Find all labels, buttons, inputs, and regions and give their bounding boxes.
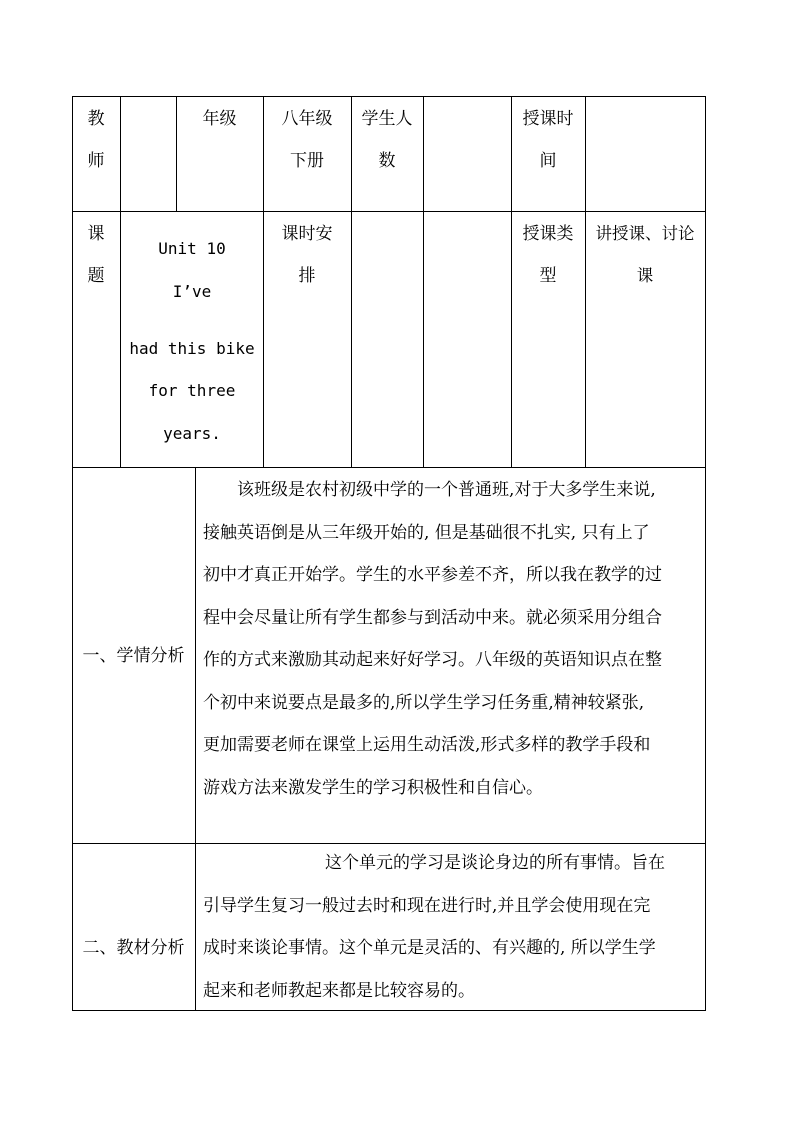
time-label-line: 间 [539, 151, 557, 171]
section-label-divider [195, 467, 196, 1010]
students-label-line: 数 [378, 151, 396, 171]
type-label-line: 型 [539, 266, 557, 286]
material-analysis-text [203, 842, 703, 1012]
paragraph-line: 引导学生复习一般过去时和现在进行时,并且学会使用现在完 [203, 895, 651, 916]
topic-label [72, 211, 120, 297]
learner-analysis-text [203, 469, 703, 809]
topic-value-line: I’ve [172, 282, 212, 301]
students-label-line: 学生人 [361, 109, 413, 129]
section-label-learner-analysis: 一、学情分析 [82, 646, 185, 666]
topic-value [121, 211, 263, 467]
time-value[interactable] [586, 96, 705, 211]
schedule-label [263, 211, 351, 297]
teacher-label-line: 师 [87, 151, 105, 171]
paragraph-line: 初中才真正开始学。学生的水平参差不齐，所以我在教学的过 [203, 565, 662, 585]
type-value [585, 211, 705, 297]
grade-label-line: 年级 [202, 109, 237, 129]
type-value-line: 讲授课、讨论 [595, 224, 695, 243]
row-divider-2 [72, 467, 706, 468]
paragraph-line: 程中会尽量让所有学生都参与到活动中来。就必须采用分组合 [203, 607, 662, 628]
paragraph-line: 游戏方法来激发学生的学习积极性和自信心。 [203, 777, 543, 798]
type-value-line: 课 [636, 266, 654, 285]
teacher-value[interactable] [121, 96, 176, 211]
grade-value-line: 下册 [290, 151, 324, 171]
paragraph-line: 该班级是农村初级中学的一个普通班,对于大多学生来说, [237, 480, 656, 500]
schedule-label-line: 排 [298, 266, 316, 286]
topic-value-line: Unit 10 [158, 239, 226, 258]
section-label-material-analysis: 二、教材分析 [82, 938, 185, 958]
grade-value [263, 96, 351, 182]
teacher-label [72, 96, 120, 182]
type-label-line: 授课类 [522, 224, 574, 244]
paragraph-line: 成时来谈论事情。这个单元是灵活的、有兴趣的, 所以学生学 [203, 938, 656, 958]
paragraph-line: 作的方式来激励其动起来好好学习。八年级的英语知识点在整 [203, 650, 662, 670]
teacher-label-line: 教 [87, 109, 105, 129]
type-label [511, 211, 585, 297]
topic-value-line: had this bike [129, 339, 255, 358]
time-label [511, 96, 585, 182]
schedule-value[interactable] [352, 211, 511, 467]
grade-value-line: 八年级 [281, 109, 333, 129]
paragraph-line: 更加需要老师在课堂上运用生动活泼,形式多样的教学手段和 [203, 735, 651, 755]
topic-label-line: 课 [87, 224, 105, 244]
students-label [351, 96, 423, 182]
topic-value-line: for three [148, 381, 236, 400]
table-border-right [705, 96, 706, 1011]
paragraph-line: 起来和老师教起来都是比较容易的。 [203, 980, 475, 1001]
time-label-line: 授课时 [522, 109, 574, 129]
schedule-label-line: 课时安 [281, 224, 333, 244]
paragraph-line: 接触英语倒是从三年级开始的, 但是基础很不扎实, 只有上了 [203, 522, 650, 543]
students-value[interactable] [424, 96, 511, 211]
paragraph-line: 这个单元的学习是谈论身边的所有事情。旨在 [325, 853, 665, 873]
grade-label [176, 96, 263, 140]
topic-label-line: 题 [87, 266, 105, 286]
paragraph-line: 个初中来说要点是最多的,所以学生学习任务重,精神较紧张, [203, 692, 645, 713]
topic-value-line: years. [163, 424, 221, 443]
